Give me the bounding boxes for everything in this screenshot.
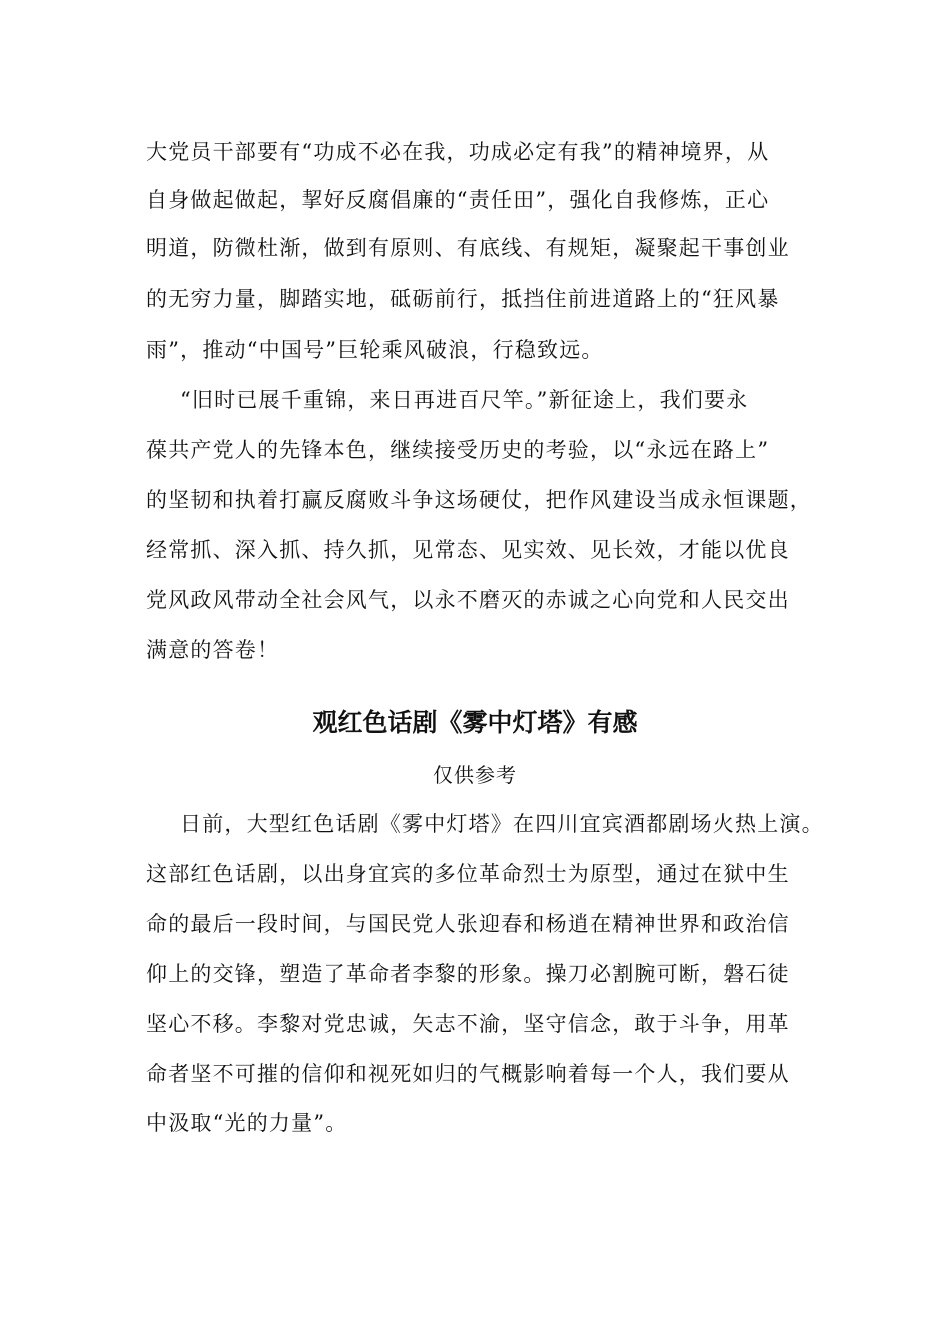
article-title: 观红色话剧《雾中灯塔》有感 [312, 708, 638, 737]
paragraph-line: 明道，防微杜渐，做到有原则、有底线、有规矩，凝聚起干事创业 [146, 236, 790, 260]
paragraph-line: 的无穷力量，脚踏实地，砥砺前行，抵挡住前进道路上的“狂风暴 [146, 287, 780, 311]
paragraph-line: 这部红色话剧，以出身宜宾的多位革命烈士为原型，通过在狱中生 [146, 862, 790, 886]
paragraph-line: 葆共产党人的先锋本色，继续接受历史的考验，以“永远在路上” [146, 438, 770, 462]
paragraph-line: 命者坚不可摧的信仰和视死如归的气概影响着每一个人，我们要从 [146, 1062, 790, 1086]
paragraph-line: 雨”，推动“中国号”巨轮乘风破浪，行稳致远。 [146, 338, 604, 362]
paragraph-line: 满意的答卷！ [146, 638, 280, 662]
paragraph-line: 自身做起做起，挈好反腐倡廉的“责任田”，强化自我修炼，正心 [146, 188, 770, 212]
paragraph-line: 中汲取“光的力量”。 [146, 1111, 348, 1135]
paragraph-line: 日前，大型红色话剧《雾中灯塔》在四川宜宾酒都剧场火热上演。 [180, 812, 824, 836]
article-subtitle: 仅供参考 [433, 763, 517, 787]
paragraph-line: 经常抓、深入抓、持久抓，见常态、见实效、见长效，才能以优良 [146, 538, 790, 562]
paragraph-line: 党风政风带动全社会风气，以永不磨灭的赤诚之心向党和人民交出 [146, 588, 790, 612]
paragraph-line: 坚心不移。李黎对党忠诚，矢志不渝，坚守信念，敢于斗争，用革 [146, 1012, 790, 1036]
paragraph-line: 大党员干部要有“功成不必在我，功成必定有我”的精神境界，从 [146, 140, 770, 164]
paragraph-line: 仰上的交锋，塑造了革命者李黎的形象。操刀必割腕可断，磐石徒 [146, 962, 790, 986]
paragraph-line: 命的最后一段时间，与国民党人张迎春和杨逍在精神世界和政治信 [146, 912, 790, 936]
paragraph-line: 的坚韧和执着打赢反腐败斗争这场硬仗，把作风建设当成永恒课题， [146, 488, 812, 512]
paragraph-line: “旧时已展千重锦，来日再进百尺竿。”新征途上，我们要永 [180, 388, 749, 412]
